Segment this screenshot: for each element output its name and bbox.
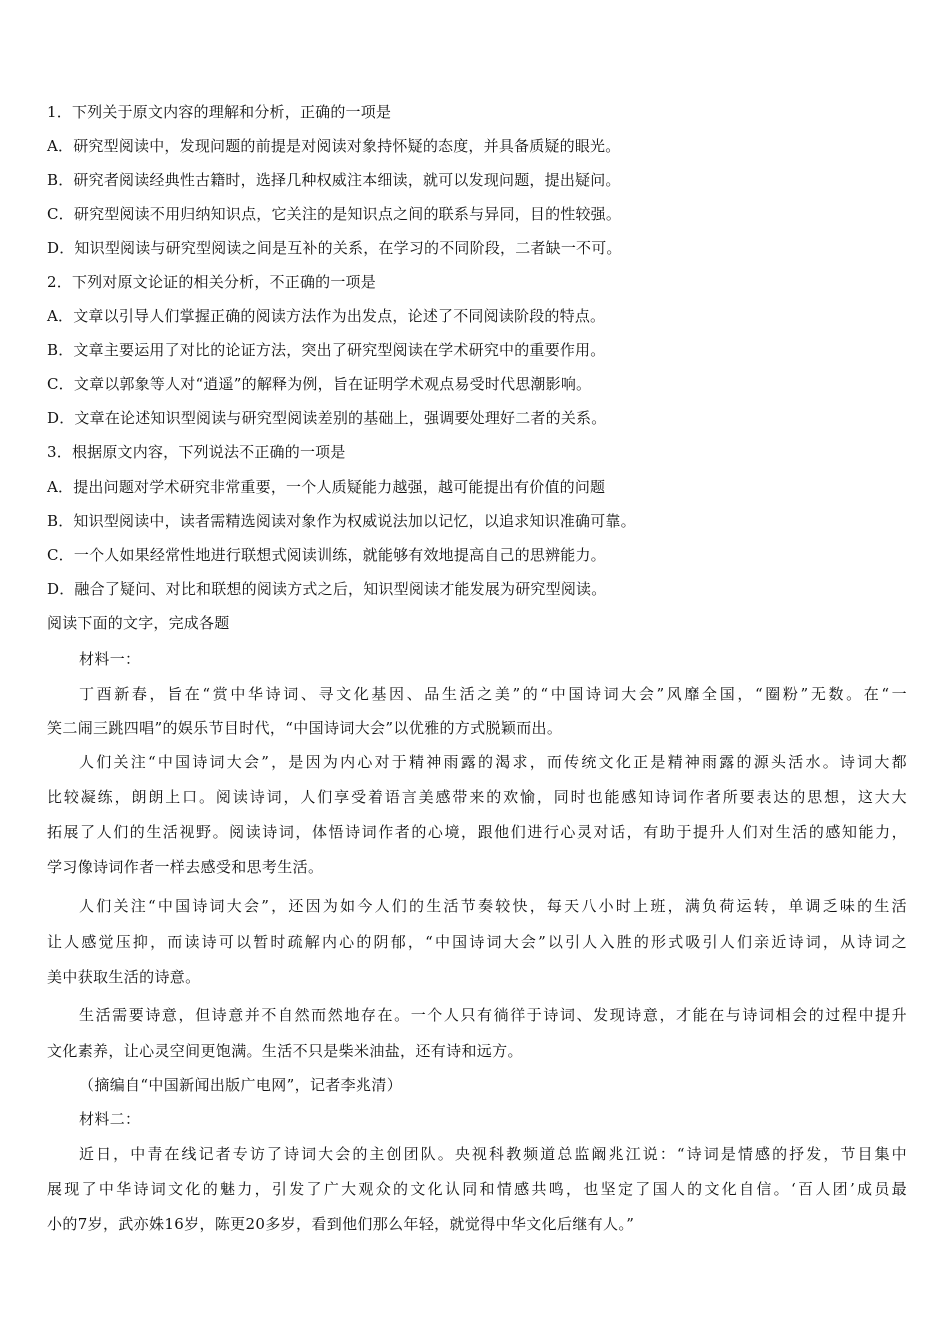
material-1-p3-line-3: 美中获取生活的诗意。 (47, 968, 201, 986)
material-2-title: 材料二： (79, 1110, 141, 1128)
material-1-p4-line-1: 生活需要诗意，但诗意并不自然而然地存在。一个人只有徜徉于诗词、发现诗意，才能在与诗词相会的过程中提升 (79, 1006, 907, 1024)
material-1-p2-line-3: 拓展了人们的生活视野。阅读诗词，体悟诗词作者的心境，跟他们进行心灵对话，有助于提升人们对生活的感知能力， (47, 823, 907, 841)
material-2-p1-line-2: 展现了中华诗词文化的魅力，引发了广大观众的文化认同和情感共鸣，也坚定了国人的文化自信。‘百人团’成员最 (47, 1180, 907, 1198)
material-1-p2-line-2: 比较凝练，朗朗上口。阅读诗词，人们享受着语言美感带来的欢愉，同时也能感知诗词作者所要表达的思想，这大大 (47, 788, 907, 806)
question-2-option-b: B．文章主要运用了对比的论证方法，突出了研究型阅读在学术研究中的重要作用。 (47, 341, 606, 359)
question-2-option-a: A．文章以引导人们掌握正确的阅读方法作为出发点，论述了不同阅读阶段的特点。 (47, 307, 606, 325)
question-3-option-b: B．知识型阅读中，读者需精选阅读对象作为权威说法加以记忆，以追求知识准确可靠。 (47, 512, 636, 530)
question-1-option-b: B．研究者阅读经典性古籍时，选择几种权威注本细读，就可以发现问题，提出疑问。 (47, 171, 621, 189)
question-2-option-c: C．文章以郭象等人对“逍遥”的解释为例，旨在证明学术观点易受时代思潮影响。 (47, 375, 592, 393)
material-1-p2-line-4: 学习像诗词作者一样去感受和思考生活。 (47, 858, 324, 876)
question-1-stem: 1．下列关于原文内容的理解和分析，正确的一项是 (47, 103, 392, 121)
question-3-option-d: D．融合了疑问、对比和联想的阅读方式之后，知识型阅读才能发展为研究型阅读。 (47, 580, 607, 598)
question-3-option-c: C．一个人如果经常性地进行联想式阅读训练，就能够有效地提高自己的思辨能力。 (47, 546, 606, 564)
question-1-option-d: D．知识型阅读与研究型阅读之间是互补的关系，在学习的不同阶段，二者缺一不可。 (47, 239, 622, 257)
question-1-option-c: C．研究型阅读不用归纳知识点，它关注的是知识点之间的联系与异同，目的性较强。 (47, 205, 622, 223)
material-1-p1-line-1: 丁酉新春，旨在“赏中华诗词、寻文化基因、品生活之美”的“中国诗词大会”风靡全国，“圈粉”无数。在“一 (79, 685, 907, 703)
question-2-option-d: D．文章在论述知识型阅读与研究型阅读差别的基础上，强调要处理好二者的关系。 (47, 409, 607, 427)
question-3-stem: 3．根据原文内容，下列说法不正确的一项是 (47, 443, 346, 461)
question-3-option-a: A．提出问题对学术研究非常重要，一个人质疑能力越强，越可能提出有价值的问题 (47, 478, 606, 496)
material-2-p1-line-1: 近日，中青在线记者专访了诗词大会的主创团队。央视科教频道总监阚兆江说：“诗词是情感的抒发，节目集中 (79, 1145, 907, 1163)
question-2-stem: 2．下列对原文论证的相关分析，不正确的一项是 (47, 273, 376, 291)
material-1-title: 材料一： (79, 650, 141, 668)
material-1-p2-line-1: 人们关注“中国诗词大会”，是因为内心对于精神雨露的渴求，而传统文化正是精神雨露的源头活水。诗词大都 (79, 753, 907, 771)
material-1-p3-line-1: 人们关注“中国诗词大会”，还因为如今人们的生活节奏较快，每天八小时上班，满负荷运转，单调乏味的生活 (79, 897, 907, 915)
material-1-p3-line-2: 让人感觉压抑，而读诗可以暂时疏解内心的阴郁，“中国诗词大会”以引人入胜的形式吸引人们亲近诗词，从诗词之 (47, 933, 907, 951)
reading-instruction: 阅读下面的文字，完成各题 (47, 614, 230, 632)
material-2-p1-line-3: 小的7岁，武亦姝16岁，陈更20多岁，看到他们那么年轻，就觉得中华文化后继有人。” (47, 1215, 635, 1233)
material-1-p4-line-2: 文化素养，让心灵空间更饱满。生活不只是柴米油盐，还有诗和远方。 (47, 1042, 523, 1060)
material-1-p1-line-2: 笑二闹三跳四唱”的娱乐节目时代，“中国诗词大会”以优雅的方式脱颖而出。 (47, 719, 563, 737)
material-1-source: （摘编自“中国新闻出版广电网”，记者李兆清） (79, 1076, 403, 1094)
question-1-option-a: A．研究型阅读中，发现问题的前提是对阅读对象持怀疑的态度，并具备质疑的眼光。 (47, 137, 621, 155)
